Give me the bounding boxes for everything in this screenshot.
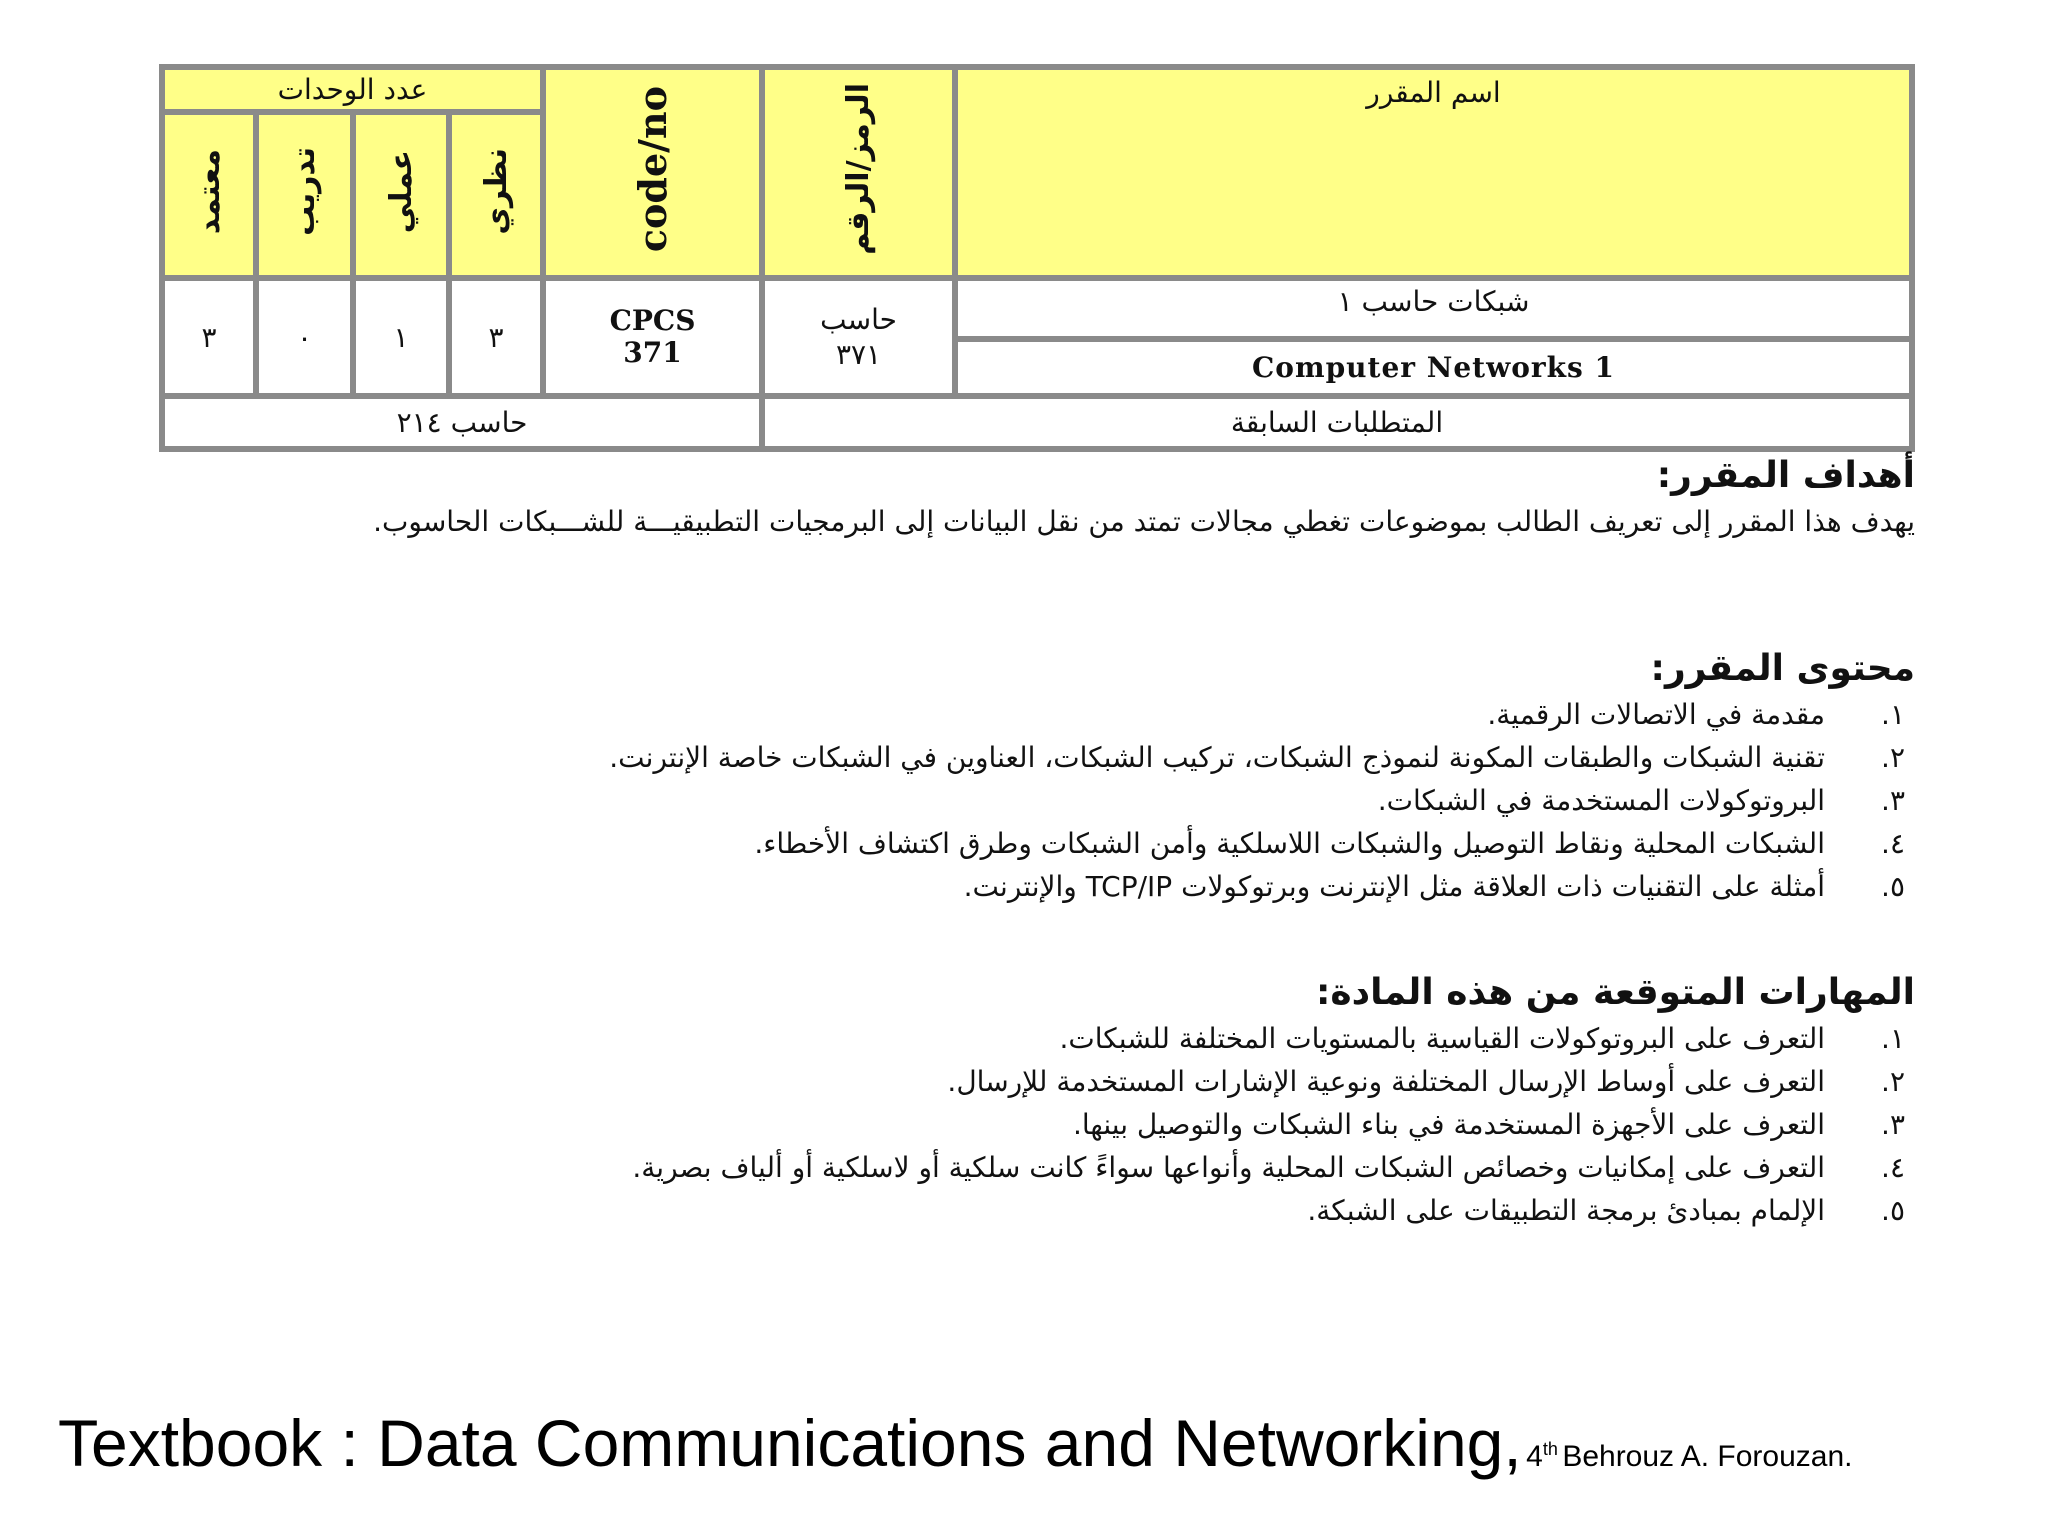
units-col-practical: عملي xyxy=(353,112,449,279)
list-item: ١. مقدمة في الاتصالات الرقمية. xyxy=(1487,698,1905,731)
prerequisite-label: المتطلبات السابقة xyxy=(762,396,1912,449)
list-item: ١. التعرف على البروتوكولات القياسية بالمستويات المختلفة للشبكات. xyxy=(1059,1022,1905,1055)
content-heading: محتوى المقرر: xyxy=(1650,648,1915,689)
course-name-english: Computer Networks 1 xyxy=(955,339,1912,396)
list-item: ٣. التعرف على الأجهزة المستخدمة في بناء الشبكات والتوصيل بينها. xyxy=(1072,1108,1905,1141)
list-item: ٢. تقنية الشبكات والطبقات المكونة لنموذج الشبكات، تركيب الشبكات، العناوين في الشبكات خاصة الإنترنت. xyxy=(609,741,1905,774)
units-header: عدد الوحدات xyxy=(162,67,543,112)
course-name-arabic: شبكات حاسب ١ xyxy=(955,278,1912,339)
symbol-header: الرمز/الرقم xyxy=(762,67,955,278)
textbook-author: Behrouz A. Forouzan. xyxy=(1562,1440,1853,1473)
skills-list xyxy=(160,1017,1915,1232)
code-header: code/no xyxy=(543,67,762,278)
units-value-practical: ١ xyxy=(353,278,449,396)
skills-section xyxy=(160,972,1915,1232)
list-item: ٤. التعرف على إمكانيات وخصائص الشبكات المحلية وأنواعها سواءً كانت سلكية أو لاسلكية أو ألياف بصرية. xyxy=(632,1151,1905,1184)
units-col-credit: معتمد xyxy=(162,112,256,279)
list-item: ٤. الشبكات المحلية ونقاط التوصيل والشبكات اللاسلكية وأمن الشبكات وطرق اكتشاف الأخطاء. xyxy=(754,827,1905,860)
course-code-value: CPCS 371 xyxy=(543,278,762,396)
prerequisite-value: حاسب ٢١٤ xyxy=(162,396,762,449)
units-value-theory: ٣ xyxy=(449,278,543,396)
skills-heading: المهارات المتوقعة من هذه المادة: xyxy=(1316,972,1915,1013)
content-list xyxy=(160,693,1915,908)
units-col-training: تدريب xyxy=(256,112,353,279)
course-name-header: اسم المقرر xyxy=(955,67,1912,278)
textbook-edition: 4th xyxy=(1526,1439,1558,1473)
units-value-training: ٠ xyxy=(256,278,353,396)
units-col-theory: نظري xyxy=(449,112,543,279)
objectives-heading: أهداف المقرر: xyxy=(1656,455,1915,496)
textbook-reference xyxy=(58,1405,1852,1481)
list-item: ٣. البروتوكولات المستخدمة في الشبكات. xyxy=(1377,784,1905,817)
content-section xyxy=(160,648,1915,908)
course-info-table xyxy=(159,64,1915,452)
list-item: ٥. الإلمام بمبادئ برمجة التطبيقات على الشبكة. xyxy=(1307,1194,1905,1227)
list-item: ٢. التعرف على أوساط الإرسال المختلفة ونوعية الإشارات المستخدمة للإرسال. xyxy=(947,1065,1905,1098)
list-item: ٥. أمثلة على التقنيات ذات العلاقة مثل الإنترنت وبرتوكولات TCP/IP والإنترنت. xyxy=(963,870,1905,903)
textbook-title: Textbook : Data Communications and Networking, xyxy=(58,1406,1522,1480)
units-value-credit: ٣ xyxy=(162,278,256,396)
objectives-section xyxy=(160,455,1915,544)
objectives-text: يهدف هذا المقرر إلى تعريف الطالب بموضوعات تغطي مجالات تمتد من نقل البيانات إلى البرمجيات التطبيقيـــة للشـــبكات الحاسوب. xyxy=(373,505,1915,538)
course-symbol-value: حاسب ٣٧١ xyxy=(762,278,955,396)
